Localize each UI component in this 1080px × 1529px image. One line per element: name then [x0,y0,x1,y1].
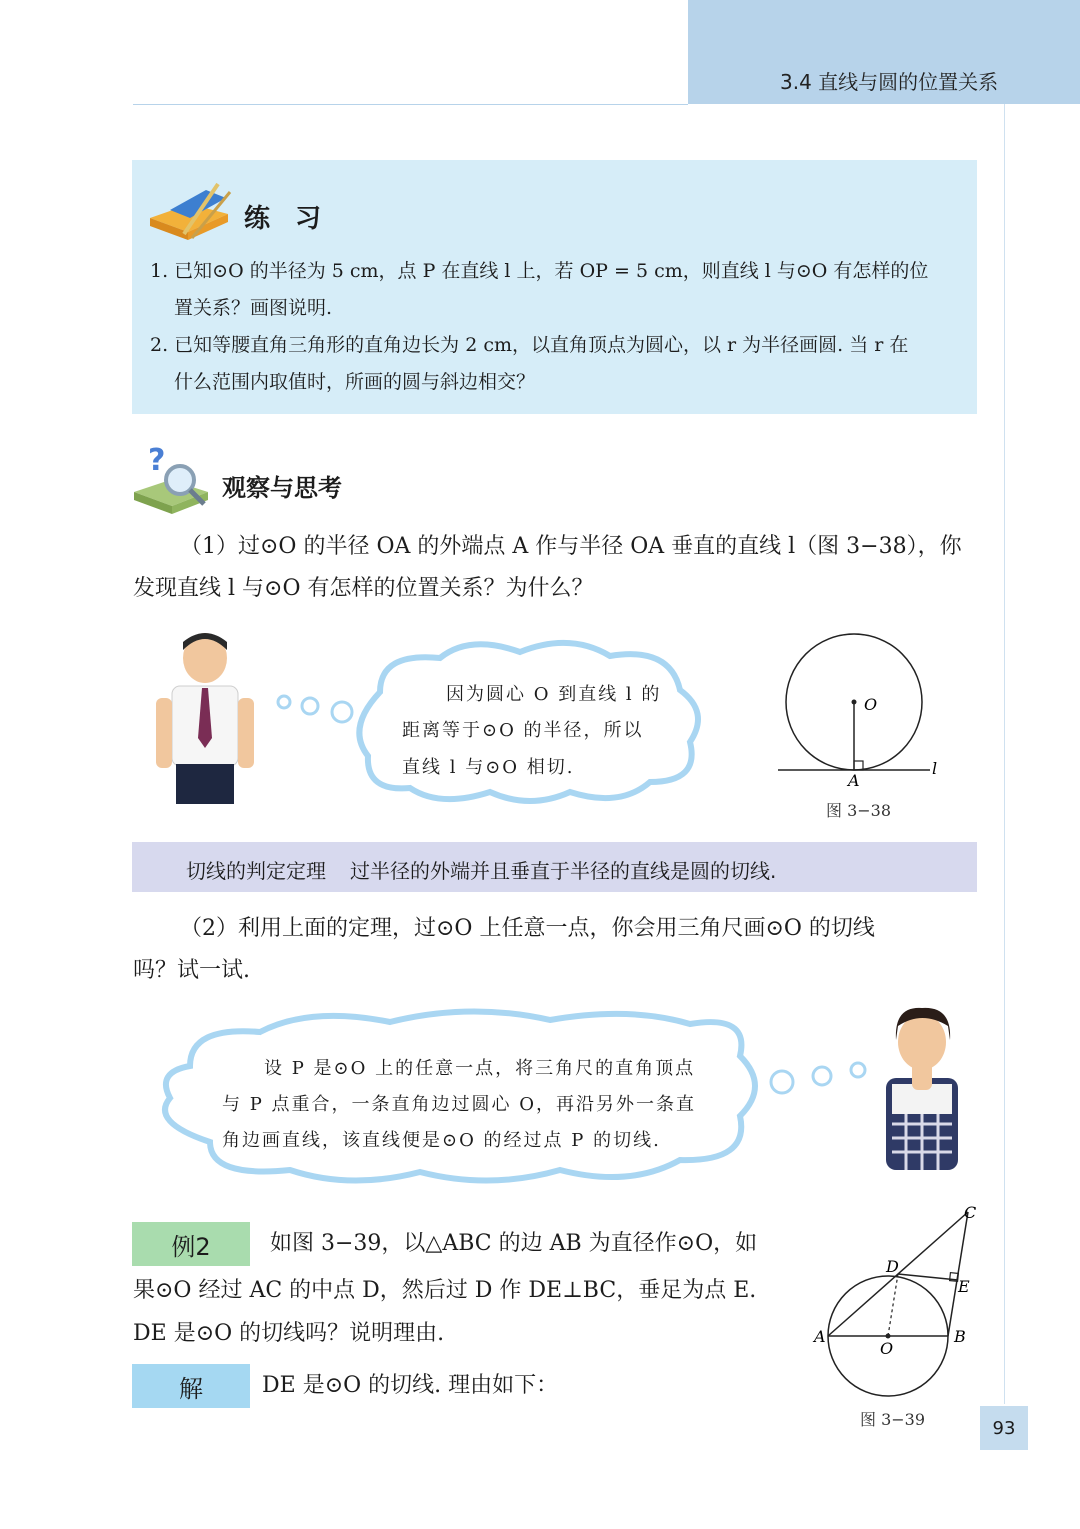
header-rule [133,104,688,105]
observe-title: 观察与思考 [222,474,342,502]
example-line: DE 是⊙O 的切线吗？说明理由. [133,1321,445,1346]
theorem-label: 切线的判定定理 [186,859,326,883]
figure-3-39 [806,1200,996,1400]
question-line: 吗？试一试. [133,958,250,983]
fig339-label-B: B [954,1327,966,1346]
fig339-label-O: O [880,1339,894,1358]
question-line: （2）利用上面的定理，过⊙O 上任意一点，你会用三角尺画⊙O 的切线 [180,916,875,941]
fig339-label-E: E [958,1277,970,1296]
fig338-label-O: O [864,695,878,714]
practice-line: 1. 已知⊙O 的半径为 5 cm，点 P 在直线 l 上，若 OP = 5 cm，则直线 l 与⊙O 有怎样的位 [150,260,929,282]
example-label: 例2 [132,1222,250,1266]
figure-caption: 图 3−39 [860,1410,926,1429]
solution-text: DE 是⊙O 的切线. 理由如下： [262,1373,559,1398]
practice-line: 置关系？画图说明. [174,297,333,319]
margin-rule [1004,104,1005,1404]
practice-line: 什么范围内取值时，所画的圆与斜边相交？ [174,371,536,393]
theorem-statement: 过半径的外端并且垂直于半径的直线是圆的切线. [350,859,777,883]
bubble-line: 与 P 点重合，一条直角边过圆心 O，再沿另外一条直 [222,1094,697,1115]
bubble-line: 设 P 是⊙O 上的任意一点，将三角尺的直角顶点 [264,1058,696,1079]
theorem-text [186,855,776,884]
bubble-line: 因为圆心 O 到直线 l 的 [446,684,662,705]
example-line: 如图 3−39，以△ABC 的边 AB 为直径作⊙O，如 [270,1231,758,1256]
bubble-line: 直线 l 与⊙O 相切. [402,757,575,778]
fig339-label-D: D [886,1257,899,1276]
question-line: 发现直线 l 与⊙O 有怎样的位置关系？为什么？ [133,576,594,601]
page-number: 93 [980,1406,1028,1450]
solution-label: 解 [132,1364,250,1408]
fig338-label-l: l [932,759,938,778]
magnifier-book-icon [130,440,216,520]
figure-caption: 图 3−38 [826,801,892,820]
fig339-label-A: A [814,1327,826,1346]
section-title: 3.4 直线与圆的位置关系 [780,70,999,94]
question-line: （1）过⊙O 的半径 OA 的外端点 A 作与半径 OA 垂直的直线 l（图 3−38），你 [180,534,962,559]
practice-line: 2. 已知等腰直角三角形的直角边长为 2 cm，以直角顶点为圆心，以 r 为半径画圆. 当 r 在 [150,334,909,356]
fig339-label-C: C [964,1203,977,1222]
fig338-label-A: A [848,771,860,790]
girl-illustration [872,1004,972,1176]
figure-3-38 [770,630,970,790]
practice-title: 练 习 [244,204,330,234]
book-pencil-icon [146,182,232,244]
example-line: 果⊙O 经过 AC 的中点 D，然后过 D 作 DE⊥BC，垂足为点 E. [133,1278,757,1303]
bubble-line: 距离等于⊙O 的半径，所以 [402,720,644,741]
boy-illustration [150,628,260,808]
svg-text:?: ? [148,443,166,478]
bubble-line: 角边画直线，该直线便是⊙O 的经过点 P 的切线. [222,1130,661,1151]
